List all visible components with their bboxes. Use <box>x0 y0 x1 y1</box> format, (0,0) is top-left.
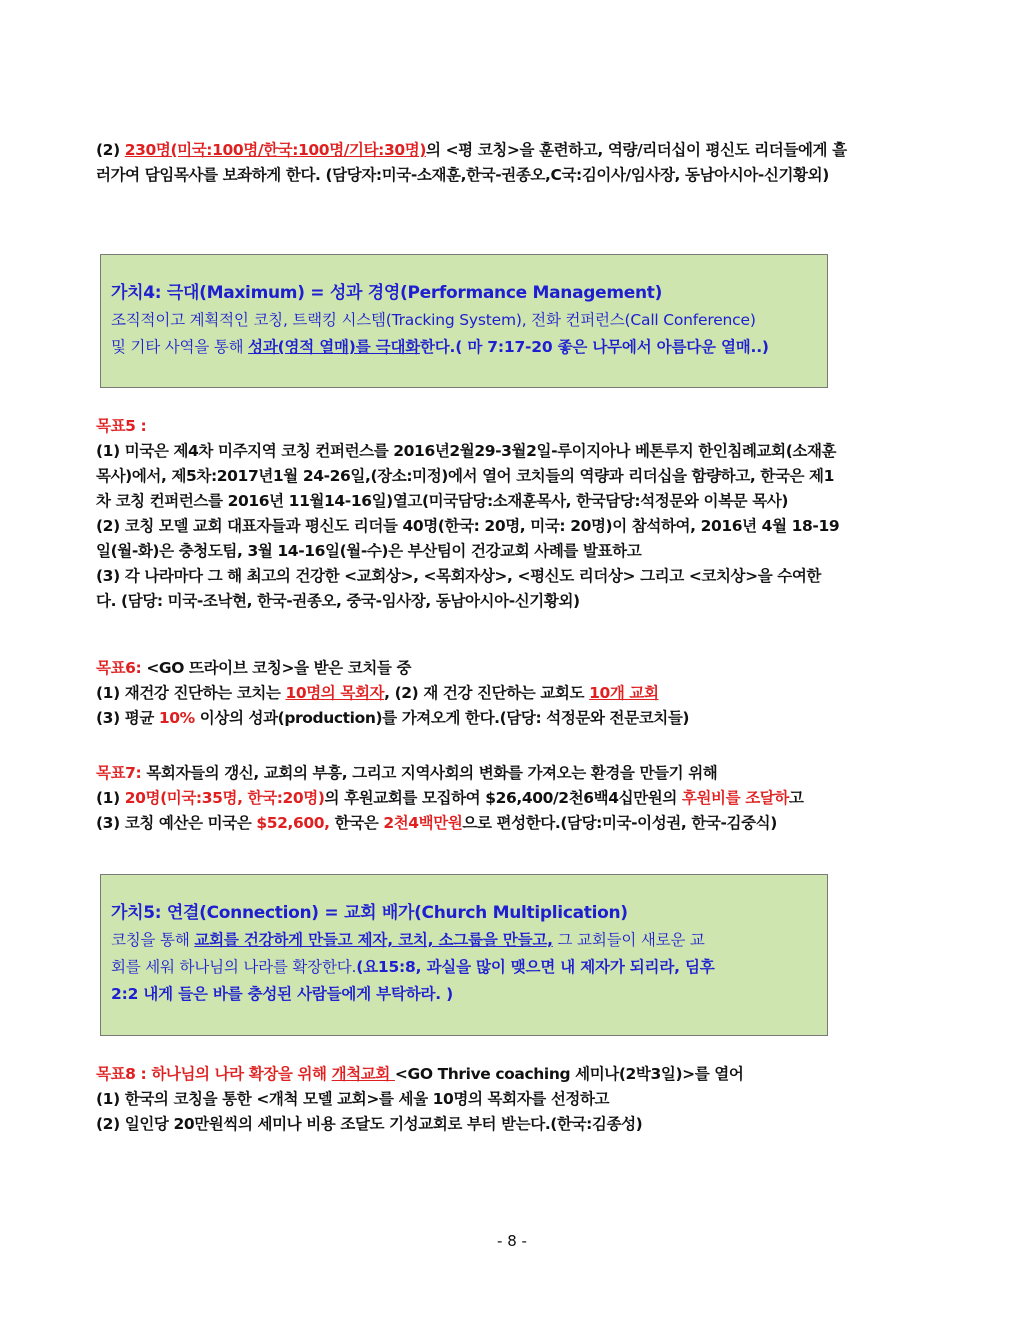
goal-5-line-6: (3) 각 나라마다 그 해 최고의 건강한 <교회상>, <목회자상>, <평신도 리더상> 그리고 <코치상>을 수여한 <box>96 567 822 585</box>
goal-2-line-1: (2) 230명(미국:100명/한국:100명/기타:30명)의 <평 코칭>을 훈련하고, 역량/리더십이 평신도 리더들에게 흘 <box>96 141 847 159</box>
goal-6-line-1: (1) 재건강 진단하는 코치는 10명의 목회자, (2) 재 건강 진단하는 교회도 10개 교회 <box>96 684 659 702</box>
goal-8-line-1: (1) 한국의 코칭을 통한 <개척 모델 교회>를 세울 10명의 목회자를 선정하고 <box>96 1090 610 1108</box>
value-4-box <box>100 254 828 388</box>
goal-7-line-2: (3) 코칭 예산은 미국은 $52,600, 한국은 2천4백만원으로 편성한다.(담당:미국-이성권, 한국-김중식) <box>96 814 777 832</box>
value-5-emphasis: 교회를 건강하게 만들고 제자, 코치, 소그룹을 만들고, <box>194 931 553 949</box>
goal-8-section <box>96 1062 930 1137</box>
goal-6-section <box>96 656 930 731</box>
value-5-box <box>100 874 828 1036</box>
value-4-title: 가치4: 극대(Maximum) = 성과 경영(Performance Management) <box>111 283 663 303</box>
page-number: - 8 - <box>497 1232 527 1250</box>
value-5-line-3: 2:2 내게 들은 바를 충성된 사람들에게 부탁하라. ) <box>111 985 454 1003</box>
goal-5-heading: 목표5 : <box>96 417 147 435</box>
value-4-line-1: 조직적이고 계획적인 코칭, 트랙킹 시스템(Tracking System), 전화 컨퍼런스(Call Conference) <box>111 311 756 329</box>
value-4-emphasis: 성과(영적 열매)를 극대화 <box>248 338 420 356</box>
goal-8-heading: 목표8 : 하나님의 나라 확장을 위해 개척교회 <GO Thrive coaching 세미나(2박3일)>를 열어 <box>96 1065 744 1083</box>
goal-5-section <box>96 414 930 614</box>
goal-8-line-2: (2) 일인당 20만원씩의 세미나 비용 조달도 기성교회로 부터 받는다.(한국:김종성) <box>96 1115 643 1133</box>
goal-5-line-2: 목사)에서, 제5차:2017년1월 24-26일,(장소:미정)에서 열어 코치들의 역량과 리더십을 함량하고, 한국은 제1 <box>96 467 834 485</box>
value-4-line-2: 및 기타 사역을 통해 성과(영적 열매)를 극대화한다.( 마 7:17-20 좋은 나무에서 아름다운 열매..) <box>111 338 769 356</box>
value-5-title: 가치5: 연결(Connection) = 교회 배가(Church Multiplication) <box>111 903 628 923</box>
goal-5-line-3: 차 코칭 컨퍼런스를 2016년 11월14-16일)열고(미국담당:소재훈목사, 한국담당:석정문와 이복문 목사) <box>96 492 789 510</box>
goal-5-line-5: 일(월-화)은 충청도팀, 3월 14-16일(월-수)은 부산팀이 건강교회 사례를 발표하고 <box>96 542 642 560</box>
goal-2-paragraph <box>96 138 930 188</box>
goal-7-line-1: (1) 20명(미국:35명, 한국:20명)의 후원교회를 모집하여 $26,400/2천6백4십만원의 후원비를 조달하고 <box>96 789 804 807</box>
value-5-line-1: 코칭을 통해 교회를 건강하게 만들고 제자, 코치, 소그룹을 만들고, 그 교회들이 새로운 교 <box>111 931 705 949</box>
goal-7-heading: 목표7: 목회자들의 갱신, 교회의 부흥, 그리고 지역사회의 변화를 가져오는 환경을 만들기 위해 <box>96 764 718 782</box>
goal-6-heading: 목표6: <GO 뜨라이브 코칭>을 받은 코치들 중 <box>96 659 412 677</box>
goal-2-count-highlight: 230명(미국:100명/한국:100명/기타:30명) <box>124 141 427 159</box>
goal-5-line-1: (1) 미국은 제4차 미주지역 코칭 컨퍼런스를 2016년2월29-3월2일-루이지아나 베톤루지 한인침례교회(소재훈 <box>96 442 837 460</box>
value-5-line-2: 회를 세워 하나님의 나라를 확장한다.(요15:8, 과실을 많이 맺으면 내 제자가 되리라, 딤후 <box>111 958 715 976</box>
goal-5-line-7: 다. (담당: 미국-조낙현, 한국-권종오, 중국-임사장, 동남아시아-신기황외) <box>96 592 580 610</box>
goal-2-line-2: 러가여 담임목사를 보좌하게 한다. (담당자:미국-소재훈,한국-권종오,C국:김이사/임사장, 동남아시아-신기황외) <box>96 166 829 184</box>
goal-7-section <box>96 761 930 836</box>
goal-5-line-4: (2) 코칭 모델 교회 대표자들과 평신도 리더들 40명(한국: 20명, 미국: 20명)이 참석하여, 2016년 4월 18-19 <box>96 517 840 535</box>
goal-6-line-2: (3) 평균 10% 이상의 성과(production)를 가져오게 한다.(담당: 석정문와 전문코치들) <box>96 709 690 727</box>
